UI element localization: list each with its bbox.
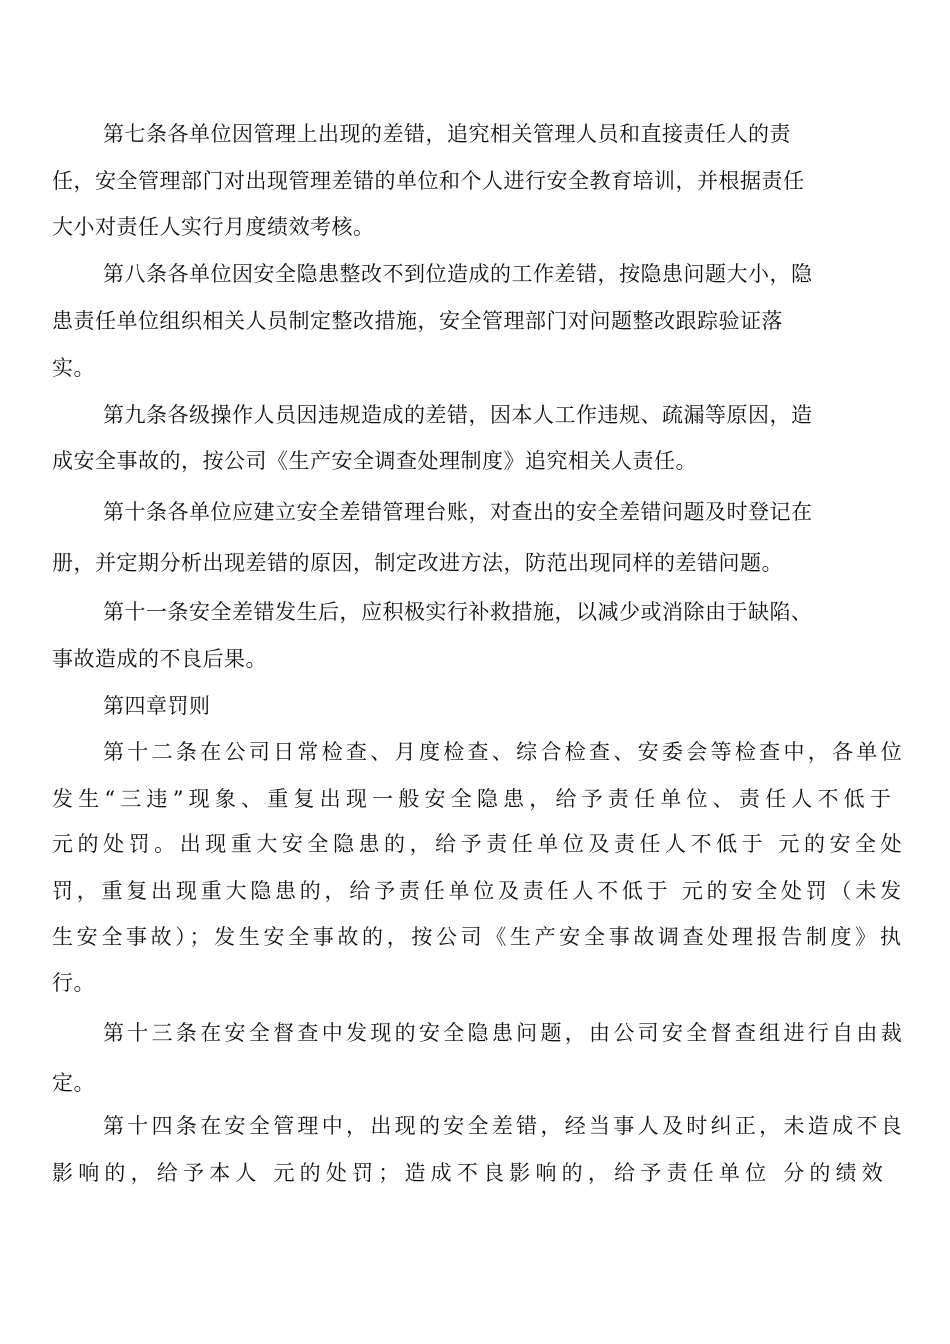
text-line: 大小对责任人实行月度绩效考核。	[52, 215, 375, 239]
text-line: 成安全事故的，按公司《生产安全调查处理制度》追究相关人责任。	[52, 449, 697, 473]
text-line: 行。	[52, 971, 95, 995]
text-line: 任，安全管理部门对出现管理差错的单位和个人进行安全教育培训，并根据责任	[52, 169, 805, 193]
chapter-heading: 第四章罚则	[103, 694, 211, 718]
text-line: 罚，重复出现重大隐患的，给予责任单位及责任人不低于 元的安全处罚（未发	[52, 879, 905, 903]
text-line: 患责任单位组织相关人员制定整改措施，安全管理部门对问题整改跟踪验证落	[52, 309, 783, 333]
text-line: 实。	[52, 356, 95, 380]
text-line: 定。	[52, 1071, 95, 1095]
text-line: 第十三条在安全督查中发现的安全隐患问题，由公司安全督查组进行自由裁	[103, 1021, 905, 1045]
text-line: 生安全事故）；发生安全事故的，按公司《生产安全事故调查处理报告制度》执	[52, 925, 905, 949]
text-line: 发生“三违”现象、重复出现一般安全隐患，给予责任单位、责任人不低于	[52, 787, 897, 811]
text-line: 事故造成的不良后果。	[52, 647, 267, 671]
text-line: 第九条各级操作人员因违规造成的差错，因本人工作违规、疏漏等原因，造	[103, 403, 813, 427]
text-line: 第十四条在安全管理中，出现的安全差错，经当事人及时纠正，未造成不良	[103, 1114, 905, 1138]
text-line: 第十条各单位应建立安全差错管理台账，对查出的安全差错问题及时登记在	[103, 500, 813, 524]
text-line: 第七条各单位因管理上出现的差错，追究相关管理人员和直接责任人的责	[103, 122, 791, 146]
text-line: 第十一条安全差错发生后，应积极实行补救措施，以减少或消除由于缺陷、	[103, 600, 813, 624]
text-line: 第八条各单位因安全隐患整改不到位造成的工作差错，按隐患问题大小，隐	[103, 262, 813, 286]
text-line: 册，并定期分析出现差错的原因，制定改进方法，防范出现同样的差错问题。	[52, 551, 783, 575]
text-line: 影响的，给予本人 元的处罚；造成不良影响的，给予责任单位 分的绩效	[52, 1161, 888, 1185]
text-line: 元的处罚。出现重大安全隐患的，给予责任单位及责任人不低于 元的安全处	[52, 832, 907, 856]
text-line: 第十二条在公司日常检查、月度检查、综合检查、安委会等检查中，各单位	[103, 740, 905, 764]
